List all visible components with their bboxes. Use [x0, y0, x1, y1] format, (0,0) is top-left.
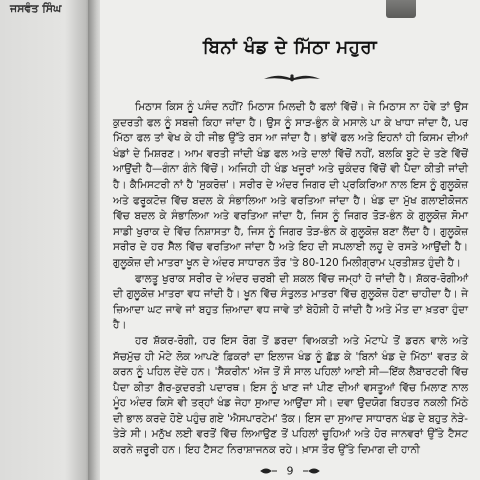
facing-page — [0, 0, 93, 480]
fleuron-right-icon — [302, 467, 320, 475]
chapter-tab — [386, 0, 416, 18]
paragraph: ਫਾਲਤੂ ਖੁਰਾਕ ਸਰੀਰ ਦੇ ਅੰਦਰ ਚਰਬੀ ਦੀ ਸ਼ਕਲ ਵਿੱਚ ਜਮ੍ਹਾਂ ਹੋ ਜਾਂਦੀ ਹੈ। ਸ਼ੱਕਰ-ਰੋਗੀਆਂ ਦੀ ਗੁਲੂਕੋਜ਼ ਮਾਤਰਾ ਵਧ ਜਾਂਦੀ ਹੈ। ਖੂਨ ਵਿੱਚ ਸੰਤੁਲਤ ਮਾਤਰਾ ਵਿੱਚ ਗੁਲੂਕੋਜ਼ ਹੋਣਾ ਚਾਹੀਦਾ ਹੈ। ਜੇ ਜ਼ਿਆਦਾ ਘਟ ਜਾਵੇ ਜਾਂ ਬਹੁਤ ਜ਼ਿਆਦਾ ਵਧ ਜਾਵੇ ਤਾਂ ਬੇਹੋਸ਼ੀ ਹੋ ਜਾਂਦੀ ਹੈ ਅਤੇ ਮੌਤ ਦਾ ਖ਼ਤਰਾ ਹੁੰਦਾ ਹੈ। — [113, 272, 468, 332]
chapter-title: ਬਿਨਾਂ ਖੰਡ ਦੇ ਮਿੱਠਾ ਮਹੁਰਾ — [202, 37, 378, 58]
page-number: 9 — [286, 464, 294, 478]
body-text — [113, 100, 468, 459]
title-ornament-icon — [262, 71, 322, 85]
paragraph: ਮਿਠਾਸ ਕਿਸ ਨੂੰ ਪਸੰਦ ਨਹੀਂ? ਮਿਠਾਸ ਮਿਲਦੀ ਹੈ ਫਲਾਂ ਵਿੱਚੋਂ। ਜੇ ਮਿਠਾਸ ਨਾ ਹੋਵੇ ਤਾਂ ਉਸ ਕੁਦਰਤੀ ਫਲ ਨੂੰ ਸਬਜ਼ੀ ਕਿਹਾ ਜਾਂਦਾ ਹੈ। ਉਸ ਨੂੰ ਸਾੜ-ਭੁੰਨ ਕੇ ਮਸਾਲੇ ਪਾ ਕੇ ਖਾਧਾ ਜਾਂਦਾ ਹੈ, ਪਰ ਮਿੱਠਾ ਫਲ ਤਾਂ ਵੇਖ ਕੇ ਹੀ ਜੀਭ ਉੱਤੇ ਰਸ ਆ ਜਾਂਦਾ ਹੈ। ਭਾਂਵੇਂ ਫਲ ਅਤੇ ਇਹਨਾਂ ਹੀ ਕਿਸਮ ਦੀਆਂ ਖੰਡਾਂ ਦੇ ਮਿਸ਼ਰਣ। ਆਮ ਵਰਤੀ ਜਾਂਦੀ ਖੰਡ ਫਲ ਅਤੇ ਦਾਲਾਂ ਵਿੱਚੋਂ ਨਹੀਂ, ਬਲਕਿ ਬੂਟੇ ਦੇ ਤਣੇ ਵਿੱਚੋਂ ਆਉਂਦੀ ਹੈ—ਗੰਨਾ ਗੰਨੇ ਵਿੱਚੋਂ। ਅਜਿਹੀ ਹੀ ਖੰਡ ਖਜੂਰਾਂ ਅਤੇ ਚੁਕੰਦਰ ਵਿੱਚੋਂ ਵੀ ਪੈਦਾ ਕੀਤੀ ਜਾਂਦੀ ਹੈ। ਕੈਮਿਸਟਰੀ ਨਾਂ ਹੈ 'ਸੁਕਰੋਜ਼'। ਸਰੀਰ ਦੇ ਅੰਦਰ ਜਿਗਰ ਦੀ ਪ੍ਰਕਿਰਿਆ ਨਾਲ ਇਸ ਨੂੰ ਗੁਲੂਕੋਜ਼ ਅਤੇ ਫਰੂਕਟੋਜ਼ ਵਿੱਚ ਬਦਲ ਕੇ ਸੰਭਾਲਿਆ ਅਤੇ ਵਰਤਿਆ ਜਾਂਦਾ ਹੈ। ਖੰਡ ਦਾ ਮੁੱਖ ਗਲਾਈਕੋਜਨ ਵਿੱਚ ਬਦਲ ਕੇ ਸੰਭਾਲਿਆ ਅਤੇ ਵਰਤਿਆ ਜਾਂਦਾ ਹੈ, ਜਿਸ ਨੂੰ ਜਿਗਰ ਤੋੜ-ਭੰਨ ਕੇ ਗੁਲੂਕੋਜ਼ ਸੋਮਾ ਸਾਡੀ ਖੁਰਾਕ ਦੇ ਵਿੱਚ ਨਿਸ਼ਾਸਤਾ ਹੈ, ਜਿਸ ਨੂੰ ਜਿਗਰ ਤੋੜ-ਭੰਨ ਕੇ ਗੁਲੂਕੋਜ਼ ਬਣਾ ਲੈਂਦਾ ਹੈ। ਗੁਲੂਕੋਜ਼ ਸਰੀਰ ਦੇ ਹਰ ਸੈੱਲ ਵਿੱਚ ਵਰਤਿਆ ਜਾਂਦਾ ਹੈ ਅਤੇ ਇਹ ਦੀ ਸਪਲਾਈ ਲਹੂ ਦੇ ਰਸਤੇ ਆਉਂਦੀ ਹੈ। ਗੁਲੂਕੋਜ਼ ਦੀ ਮਾਤਰਾ ਖੂਨ ਦੇ ਅੰਦਰ ਸਾਧਾਰਨ ਤੌਰ 'ਤੇ 80-120 ਮਿਲੀਗ੍ਰਾਮ ਪ੍ਰਤੀਸ਼ਤ ਹੁੰਦੀ ਹੈ। — [113, 101, 468, 269]
fleuron-left-icon — [260, 467, 278, 475]
paragraph: ਹਰ ਸ਼ੱਕਰ-ਰੋਗੀ, ਹਰ ਇਸ ਰੋਗ ਤੋਂ ਡਰਦਾ ਵਿਅਕਤੀ ਅਤੇ ਮੋਟਾਪੇ ਤੋਂ ਡਰਨ ਵਾਲੇ ਅਤੇ ਸੱਚਮੁੱਚ ਹੀ ਮੋਟੇ ਲੋਕ ਆਪਣੇ ਫ਼ਿਕਰਾਂ ਦਾ ਇਲਾਜ ਖੰਡ ਨੂੰ ਛੱਡ ਕੇ 'ਬਿਨਾਂ ਖੰਡ ਦੇ ਮਿੱਠਾ' ਵਰਤ ਕੇ ਕਰਨ ਨੂੰ ਪਹਿਲ ਦੇਂਦੇ ਹਨ। 'ਸੈਕਰੀਨ' ਅੱਜ ਤੋਂ ਸੌ ਸਾਲ ਪਹਿਲਾਂ ਆਈ ਸੀ—ਇੱਕ ਲੈਬਾਰਟਰੀ ਵਿੱਚ ਪੈਦਾ ਕੀਤਾ ਗੈਰ-ਕੁਦਰਤੀ ਪਦਾਰਥ। ਇਸ ਨੂੰ ਖਾਣ ਜਾਂ ਪੀਣ ਦੀਆਂ ਵਸਤੂਆਂ ਵਿੱਚ ਮਿਲਾਣ ਨਾਲ ਮੂੰਹ ਅੰਦਰ ਕਿਸੇ ਵੀ ਤਰ੍ਹਾਂ ਖੰਡ ਜੇਹਾ ਸੁਆਦ ਆਉਂਦਾ ਸੀ। ਦਵਾ ਉਦਯੋਗ ਬਿਹਤਰ ਨਕਲੀ ਮਿੱਠੇ ਦੀ ਭਾਲ ਕਰਦੇ ਹੋਏ ਪਹੁੰਚ ਗਏ 'ਐਸਪਾਰਟੇਮ' ਤੱਕ। ਇਸ ਦਾ ਸੁਆਦ ਸਾਧਾਰਨ ਖੰਡ ਦੇ ਬਹੁਤ ਨੇੜੇ-ਤੇੜੇ ਸੀ। ਮਨੁੱਖ ਲਈ ਵਰਤੋਂ ਵਿੱਚ ਲਿਆਉਣ ਤੋਂ ਪਹਿਲਾਂ ਚੂਹਿਆਂ ਅਤੇ ਹੋਰ ਜਾਨਵਰਾਂ ਉੱਤੇ ਟੈਸਟ ਕਰਨੇ ਜ਼ਰੂਰੀ ਹਨ। ਇਹ ਟੈਸਟ ਨਿਰਾਸ਼ਾਜਨਕ ਰਹੇ। ਖ਼ਾਸ ਤੌਰ ਉੱਤੇ ਦਿਮਾਗ ਦੀ ਹਾਨੀ — [113, 334, 468, 457]
running-header: ਜਸਵੰਤ ਸਿੰਘ — [10, 2, 62, 15]
page-footer — [100, 464, 480, 478]
